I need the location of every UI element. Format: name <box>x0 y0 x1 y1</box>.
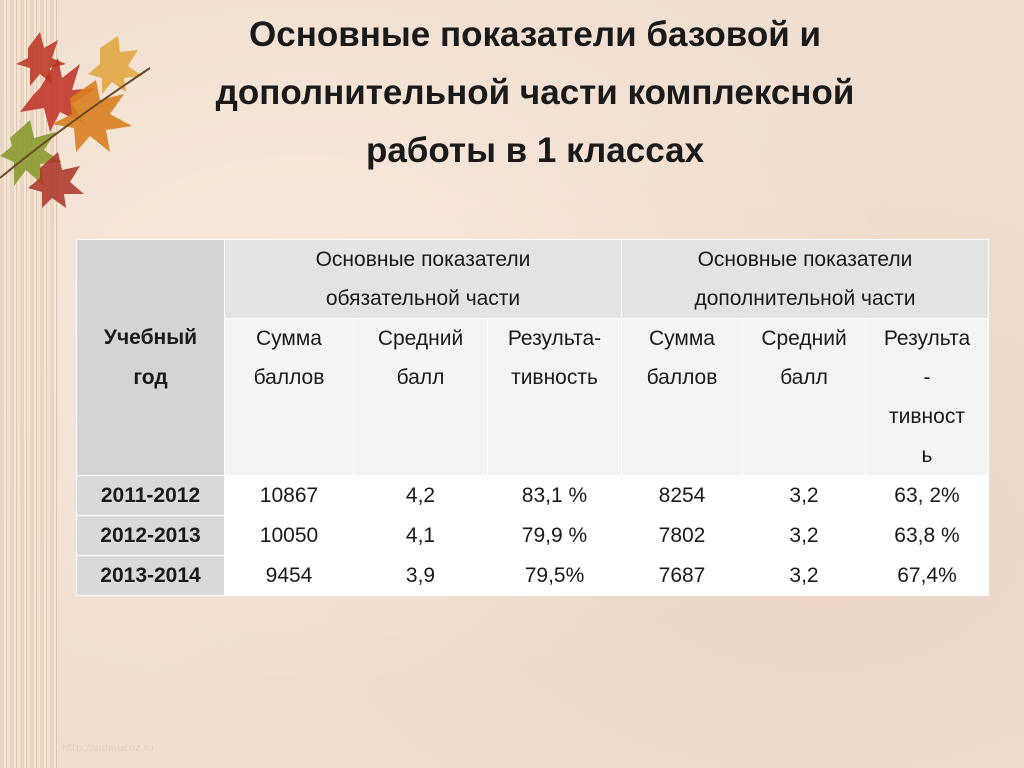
header-text: балл <box>780 366 828 389</box>
result-cell: 79,9 % <box>488 516 622 556</box>
header-text: баллов <box>646 366 718 389</box>
header-text: Средний <box>761 327 847 350</box>
table-row <box>77 476 989 516</box>
header-text: Учебный <box>103 325 198 349</box>
header-text: Сумма <box>649 327 715 350</box>
avg-score-cell: 4,1 <box>354 516 488 556</box>
result-cell: 83,1 % <box>488 476 622 516</box>
year-cell: 2012-2013 <box>77 516 225 556</box>
avg-score-cell: 3,2 <box>743 556 866 596</box>
header-text: Основные показатели <box>697 248 913 271</box>
table-header-row <box>77 240 989 319</box>
subheader-cell <box>488 319 622 476</box>
header-text: баллов <box>253 366 325 389</box>
header-text: Сумма <box>256 327 322 350</box>
header-text: дополнительной части <box>694 287 916 310</box>
header-text: год <box>133 365 168 389</box>
subheader-cell <box>354 319 488 476</box>
year-cell: 2013-2014 <box>77 556 225 596</box>
header-text: Средний <box>377 327 464 350</box>
score-sum-cell: 8254 <box>622 476 743 516</box>
result-cell: 63,8 % <box>866 516 989 556</box>
subheader-cell <box>743 319 866 476</box>
subheader-cell <box>866 319 989 476</box>
table-row <box>77 556 989 596</box>
avg-score-cell: 3,9 <box>354 556 488 596</box>
result-cell: 79,5% <box>488 556 622 596</box>
header-text: Основные показатели <box>315 248 531 271</box>
header-text: - <box>923 366 931 389</box>
results-table <box>76 239 989 596</box>
title-line: работы в 1 классах <box>365 131 705 170</box>
year-cell: 2011-2012 <box>77 476 225 516</box>
watermark-link: http://aida.ucoz.ru <box>62 743 155 754</box>
header-text: Результа- <box>507 327 602 350</box>
score-sum-cell: 10867 <box>225 476 354 516</box>
avg-score-cell: 3,2 <box>743 476 866 516</box>
results-table-container <box>76 239 989 596</box>
score-sum-cell: 10050 <box>225 516 354 556</box>
table-row <box>77 516 989 556</box>
score-sum-cell: 7687 <box>622 556 743 596</box>
additional-part-header <box>622 240 989 319</box>
page-title <box>120 6 950 180</box>
title-line: дополнительной части комплексной <box>215 73 855 112</box>
header-text: ь <box>921 444 933 467</box>
header-text: балл <box>396 366 445 389</box>
header-text: тивность <box>511 366 598 389</box>
subheader-cell <box>225 319 354 476</box>
year-column-header <box>77 240 225 476</box>
title-line: Основные показатели базовой и <box>249 15 821 54</box>
avg-score-cell: 4,2 <box>354 476 488 516</box>
subheader-cell <box>622 319 743 476</box>
header-text: обязательной части <box>325 287 521 310</box>
header-text: Результа <box>883 327 971 350</box>
avg-score-cell: 3,2 <box>743 516 866 556</box>
required-part-header <box>225 240 622 319</box>
header-text: тивност <box>889 405 965 428</box>
result-cell: 67,4% <box>866 556 989 596</box>
result-cell: 63, 2% <box>866 476 989 516</box>
score-sum-cell: 7802 <box>622 516 743 556</box>
score-sum-cell: 9454 <box>225 556 354 596</box>
